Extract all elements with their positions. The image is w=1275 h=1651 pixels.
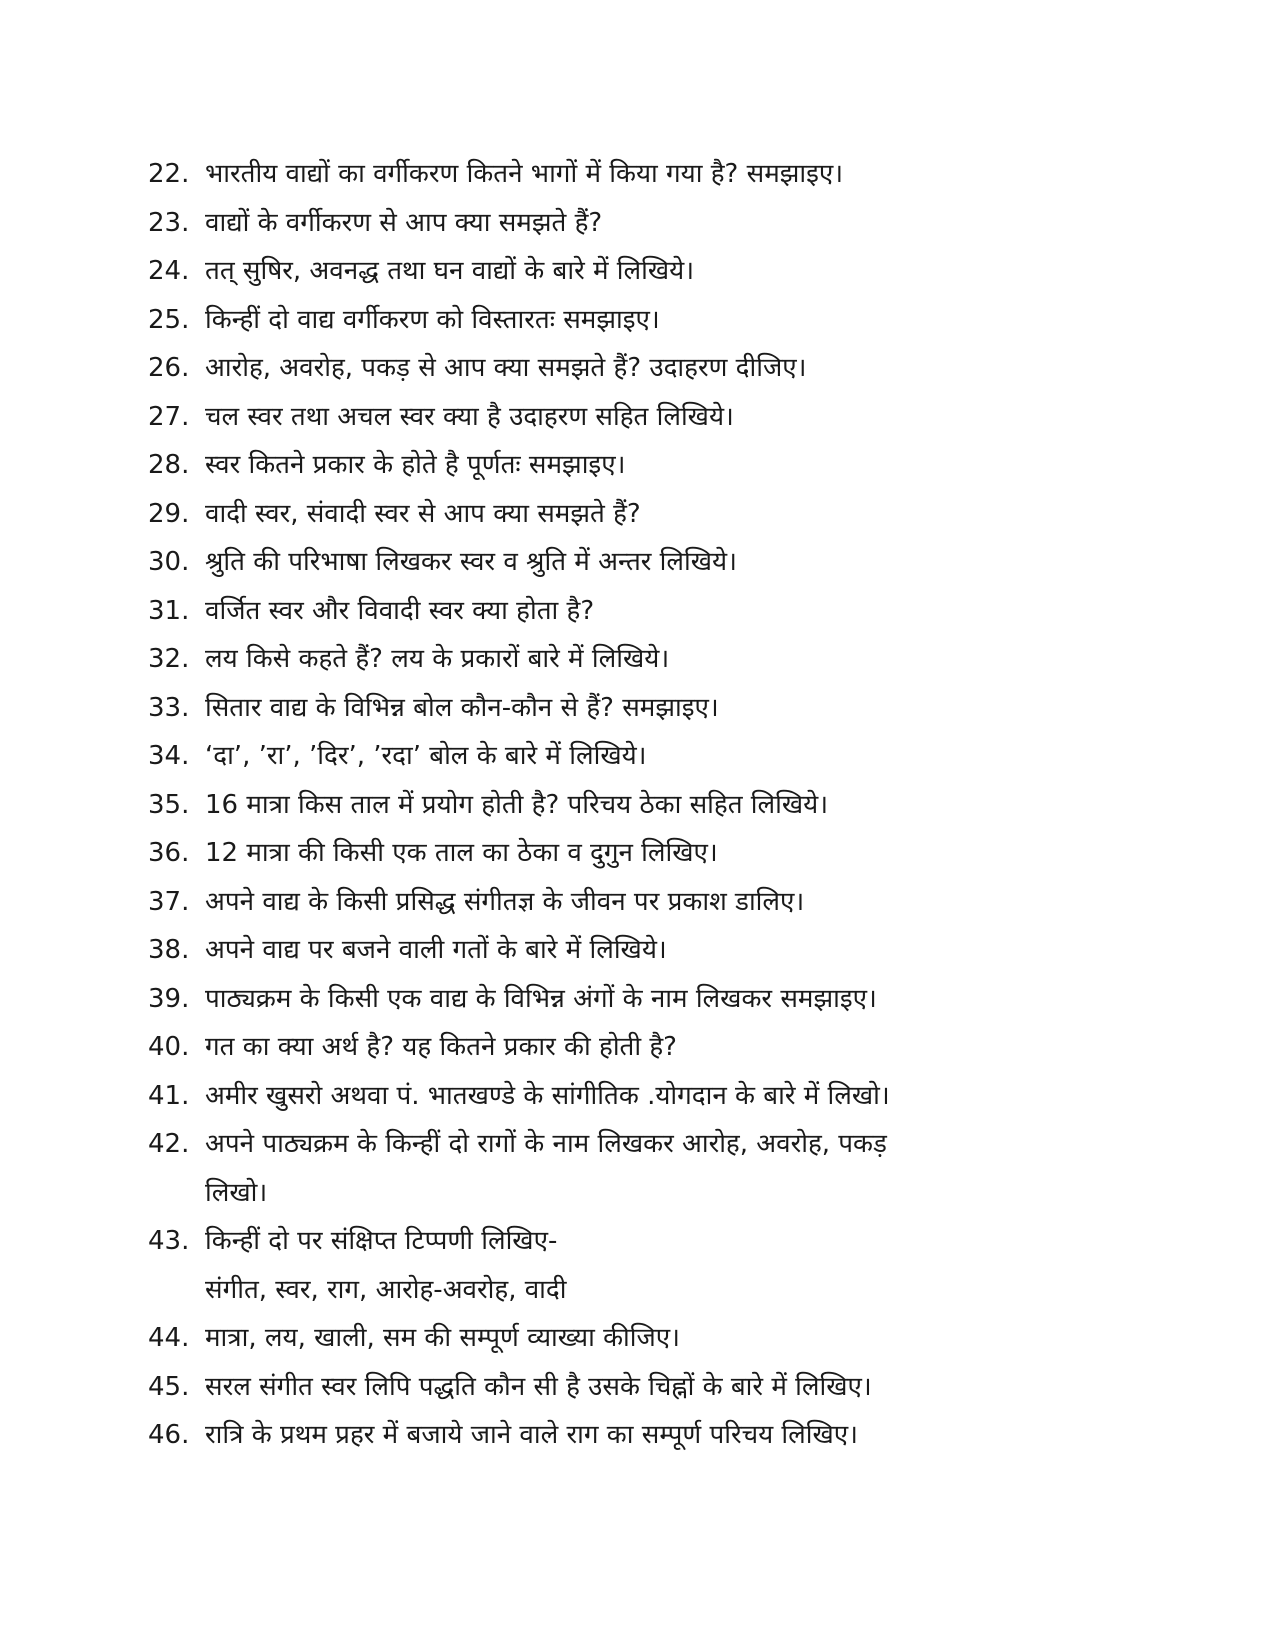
question-number: 33. [148,692,190,723]
question-text-line: रात्रि के प्रथम प्रहर में बजाये जाने वाले राग का सम्पूर्ण परिचय लिखिए। [205,1420,859,1450]
question-number: 32. [148,644,190,674]
question-text [205,1072,1148,1121]
question-item [148,1314,1148,1363]
question-text [205,684,1148,733]
question-text-line: सरल संगीत स्वर लिपि पद्धति कौन सी है उसके चिह्नों के बारे में लिखिए। [205,1371,872,1402]
question-number: 34. [148,741,190,771]
question-text-line: किन्हीं दो पर संक्षिप्त टिप्पणी लिखिए- [205,1226,558,1256]
question-number: 31. [148,595,190,626]
question-item [148,247,1148,296]
question-text [205,393,1148,442]
question-text [205,247,1148,296]
question-text [205,1314,1148,1363]
question-item [148,829,1148,878]
question-text-line: तत् सुषिर, अवनद्ध तथा घन वाद्यों के बारे में लिखिये। [205,256,695,286]
question-item [148,684,1148,733]
question-item [148,781,1148,830]
question-text [205,538,1148,587]
question-text [205,1411,1148,1460]
question-number: 38. [148,935,190,965]
question-number: 25. [148,304,190,335]
question-item [148,1072,1148,1121]
question-number: 23. [148,207,190,238]
question-item [148,975,1148,1024]
question-item [148,878,1148,927]
question-text [205,829,1148,878]
question-item [148,150,1148,199]
question-item [148,538,1148,587]
question-item [148,926,1148,975]
question-item [148,1023,1148,1072]
question-text-line: अपने वाद्य पर बजने वाली गतों के बारे में लिखिये। [205,935,667,965]
question-number: 46. [148,1420,190,1450]
question-item [148,199,1148,248]
question-text [205,1023,1148,1072]
question-number: 36. [148,838,190,868]
question-text-line: सितार वाद्य के विभिन्न बोल कौन-कौन से हैं? समझाइए। [205,692,719,723]
question-number: 28. [148,450,190,480]
question-text-line: किन्हीं दो वाद्य वर्गीकरण को विस्तारतः समझाइए। [205,304,660,335]
question-item [148,635,1148,684]
question-text-line: श्रुति की परिभाषा लिखकर स्वर व श्रुति में अन्तर लिखिये। [205,547,737,577]
question-number: 22. [148,159,190,189]
question-text-line: गत का क्या अर्थ है? यह कितने प्रकार की होती है? [205,1032,677,1062]
question-text-line: लिखो। [205,1177,268,1208]
question-item [148,732,1148,781]
question-text-line: पाठ्यक्रम के किसी एक वाद्य के विभिन्न अंगों के नाम लिखकर समझाइए। [205,983,877,1014]
question-text-line: मात्रा, लय, खाली, सम की सम्पूर्ण व्याख्या कीजिए। [205,1323,681,1353]
question-text-line: भारतीय वाद्यों का वर्गीकरण कितने भागों में किया गया है? समझाइए। [205,159,844,189]
question-text [205,926,1148,975]
question-number: 44. [148,1323,190,1353]
question-number: 26. [148,353,190,383]
question-text-line: संगीत, स्वर, राग, आरोह-अवरोह, वादी [205,1274,567,1305]
question-text-line: 12 मात्रा की किसी एक ताल का ठेका व दुगुन लिखिए। [205,838,718,868]
question-number: 29. [148,498,190,529]
question-number: 42. [148,1129,190,1159]
question-text-line: स्वर कितने प्रकार के होते है पूर्णतः समझाइए। [205,450,626,480]
question-text-line: वाद्यों के वर्गीकरण से आप क्या समझते हैं? [205,207,603,238]
question-item [148,1411,1148,1460]
question-text [205,1363,1148,1412]
question-text [205,150,1148,199]
question-item [148,490,1148,539]
question-text-line: ‘दा’, ’रा’, ’दिर’, ’रदा’ बोल के बारे में लिखिये। [205,741,647,771]
question-text-line: आरोह, अवरोह, पकड़ से आप क्या समझते हैं? उदाहरण दीजिए। [205,353,807,383]
question-item [148,296,1148,345]
question-text [205,635,1148,684]
question-text [205,732,1148,781]
question-text [205,1120,1148,1217]
question-text [205,975,1148,1024]
question-text-line: वादी स्वर, संवादी स्वर से आप क्या समझते हैं? [205,498,641,529]
question-text [205,781,1148,830]
question-number: 45. [148,1371,190,1402]
question-item [148,587,1148,636]
question-item [148,1363,1148,1412]
question-item [148,1217,1148,1314]
question-text [205,878,1148,927]
question-text-line: 16 मात्रा किस ताल में प्रयोग होती है? परिचय ठेका सहित लिखिये। [205,789,829,820]
question-number: 37. [148,886,190,917]
question-text [205,1217,1148,1314]
question-text-line: लय किसे कहते हैं? लय के प्रकारों बारे में लिखिये। [205,644,670,674]
question-text [205,344,1148,393]
question-text-line: अमीर खुसरो अथवा पं. भातखण्डे के सांगीतिक .योगदान के बारे में लिखो। [205,1080,890,1111]
question-item [148,393,1148,442]
question-number: 35. [148,789,190,820]
question-text-line: वर्जित स्वर और विवादी स्वर क्या होता है? [205,595,595,626]
question-item [148,441,1148,490]
question-number: 27. [148,401,190,432]
question-text-line: अपने पाठ्यक्रम के किन्हीं दो रागों के नाम लिखकर आरोह, अवरोह, पकड़ [205,1129,887,1159]
question-text [205,441,1148,490]
question-number: 41. [148,1080,190,1111]
question-number: 43. [148,1226,190,1256]
question-number: 40. [148,1032,190,1062]
question-text [205,296,1148,345]
question-number: 24. [148,256,190,286]
question-number: 30. [148,547,190,577]
question-text [205,199,1148,248]
question-text-line: अपने वाद्य के किसी प्रसिद्ध संगीतज्ञ के जीवन पर प्रकाश डालिए। [205,886,805,917]
question-number: 39. [148,983,190,1014]
question-text-line: चल स्वर तथा अचल स्वर क्या है उदाहरण सहित लिखिये। [205,401,734,432]
question-text [205,587,1148,636]
question-text [205,490,1148,539]
question-item [148,1120,1148,1217]
question-list [148,150,1148,1460]
question-item [148,344,1148,393]
